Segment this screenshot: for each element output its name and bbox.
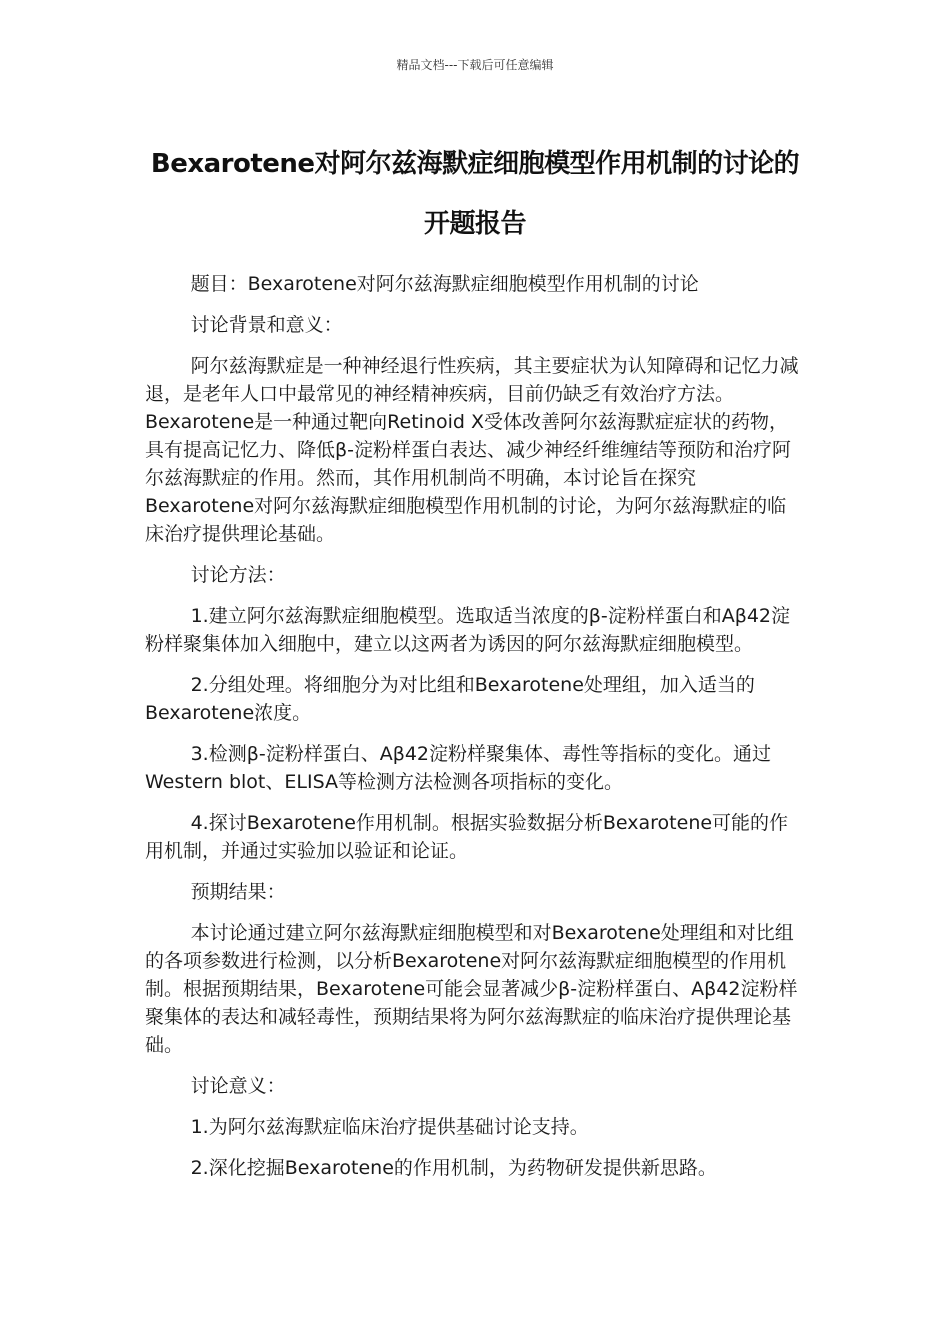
topic-line: 题目：Bexarotene对阿尔兹海默症细胞模型作用机制的讨论 (190, 273, 699, 295)
method-item-1: 1.建立阿尔兹海默症细胞模型。选取适当浓度的β-淀粉样蛋白和Aβ42淀粉样聚集体加入细胞中，建立以这两者为诱因的阿尔兹海默症细胞模型。 (145, 605, 791, 655)
document-title: Bexarotene对阿尔兹海默症细胞模型作用机制的讨论的开题报告 (150, 149, 800, 239)
method-item-4: 4.探讨Bexarotene作用机制。根据实验数据分析Bexarotene可能的作用机制，并通过实验加以验证和论证。 (145, 812, 789, 862)
page-header: 精品文档---下载后可任意编辑 (396, 58, 554, 72)
method-item-3: 3.检测β-淀粉样蛋白、Aβ42淀粉样聚集体、毒性等指标的变化。通过Western blot、ELISA等检测方法检测各项指标的变化。 (145, 743, 772, 793)
section-heading-expected-results: 预期结果： (190, 881, 286, 903)
background-paragraph: 阿尔兹海默症是一种神经退行性疾病，其主要症状为认知障碍和记忆力减退，是老年人口中最常见的神经精神疾病，目前仍缺乏有效治疗方法。Bexarotene是一种通过靶向Retinoid X受体改善阿尔兹海默症症状的药物，具有提高记忆力、降低β-淀粉样蛋白表达、减少神经纤维缠结等预防和治疗阿尔兹海默症的作用。然而，其作用机制尚不明确，本讨论旨在探究Bexarotene对阿尔兹海默症细胞模型作用机制的讨论，为阿尔兹海默症的临床治疗提供理论基础。 (145, 355, 799, 545)
section-heading-methods: 讨论方法： (190, 564, 286, 586)
significance-item-1: 1.为阿尔兹海默症临床治疗提供基础讨论支持。 (190, 1116, 589, 1138)
significance-item-2: 2.深化挖掘Bexarotene的作用机制，为药物研发提供新思路。 (190, 1157, 717, 1179)
section-heading-background: 讨论背景和意义： (190, 314, 343, 336)
method-item-2: 2.分组处理。将细胞分为对比组和Bexarotene处理组，加入适当的Bexarotene浓度。 (145, 674, 755, 724)
section-heading-significance: 讨论意义： (190, 1075, 286, 1097)
expected-results-paragraph: 本讨论通过建立阿尔兹海默症细胞模型和对Bexarotene处理组和对比组的各项参数进行检测，以分析Bexarotene对阿尔兹海默症细胞模型的作用机制。根据预期结果，Bexarotene可能会显著减少β-淀粉样蛋白、Aβ42淀粉样聚集体的表达和减轻毒性，预期结果将为阿尔兹海默症的临床治疗提供理论基础。 (145, 922, 798, 1056)
document-body (145, 270, 805, 1195)
